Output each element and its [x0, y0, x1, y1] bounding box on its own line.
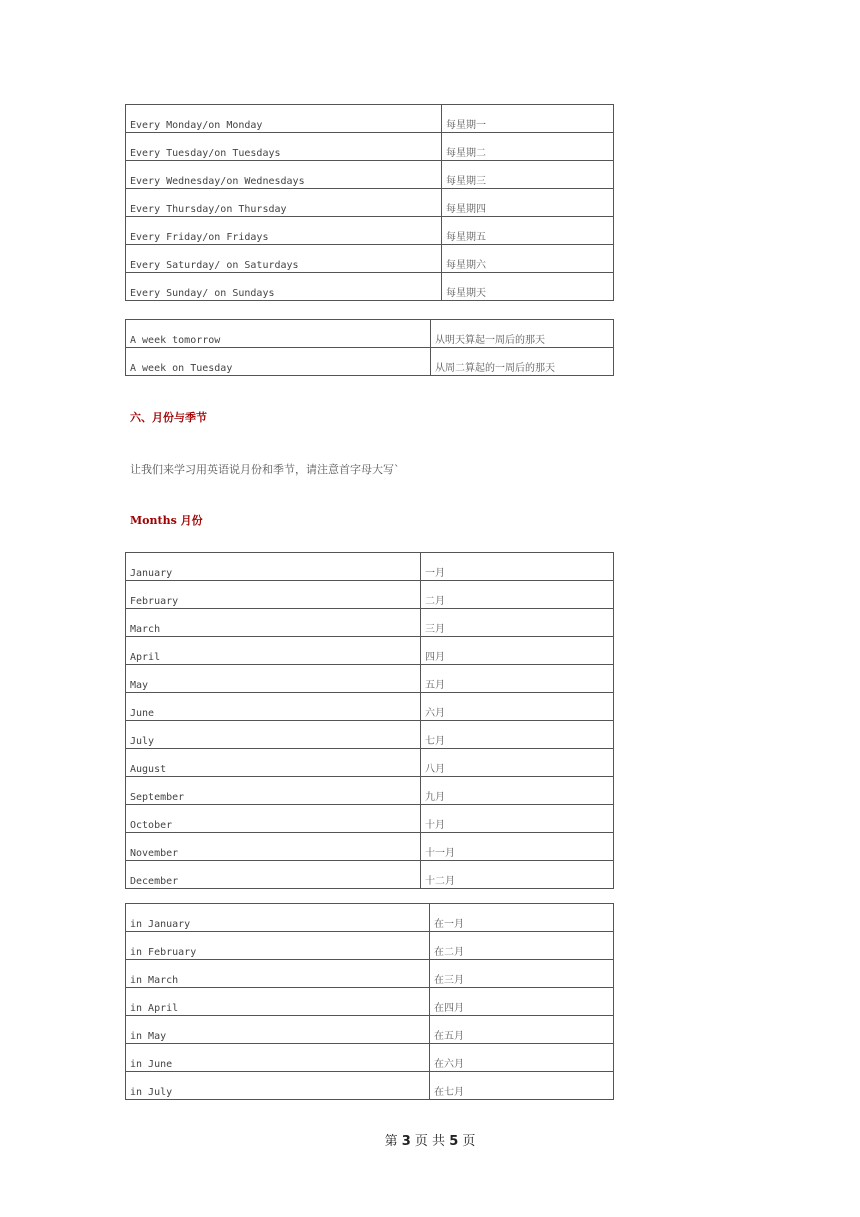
chinese-meaning-cell: 七月 — [421, 721, 614, 749]
chinese-meaning-cell: 每星期二 — [442, 133, 614, 161]
english-term-cell: Every Friday/on Fridays — [126, 217, 442, 245]
month-row — [126, 665, 614, 693]
chinese-meaning-cell: 九月 — [421, 777, 614, 805]
chinese-meaning-cell: 一月 — [421, 553, 614, 581]
english-term-cell: October — [126, 805, 421, 833]
chinese-meaning-cell: 每星期三 — [442, 161, 614, 189]
months-heading: Months 月份 — [130, 514, 203, 527]
in-month-row — [126, 988, 614, 1016]
total-pages-number: 5 — [449, 1134, 459, 1149]
month-row — [126, 861, 614, 889]
footer-prefix: 第 — [384, 1134, 398, 1149]
chinese-meaning-cell: 在六月 — [430, 1044, 614, 1072]
english-term-cell: Every Tuesday/on Tuesdays — [126, 133, 442, 161]
month-row — [126, 693, 614, 721]
month-row — [126, 609, 614, 637]
intro-paragraph: 让我们来学习用英语说月份和季节，请注意首字母大写` — [130, 463, 400, 476]
english-term-cell: January — [126, 553, 421, 581]
chinese-meaning-cell: 在五月 — [430, 1016, 614, 1044]
english-term-cell: November — [126, 833, 421, 861]
in-month-row — [126, 960, 614, 988]
week-table — [125, 319, 614, 376]
weekday-row — [126, 189, 614, 217]
current-page-number: 3 — [401, 1134, 411, 1149]
english-term-cell: June — [126, 693, 421, 721]
english-term-cell: in January — [126, 904, 430, 932]
footer-suffix: 页 — [462, 1134, 476, 1149]
months-table — [125, 552, 614, 889]
page-footer — [0, 1130, 860, 1149]
month-row — [126, 833, 614, 861]
english-term-cell: September — [126, 777, 421, 805]
english-term-cell: Every Saturday/ on Saturdays — [126, 245, 442, 273]
english-term-cell: August — [126, 749, 421, 777]
english-term-cell: April — [126, 637, 421, 665]
month-row — [126, 553, 614, 581]
chinese-meaning-cell: 每星期六 — [442, 245, 614, 273]
month-row — [126, 581, 614, 609]
chinese-meaning-cell: 三月 — [421, 609, 614, 637]
weekday-row — [126, 133, 614, 161]
english-term-cell: Every Monday/on Monday — [126, 105, 442, 133]
english-term-cell: December — [126, 861, 421, 889]
chinese-meaning-cell: 在一月 — [430, 904, 614, 932]
english-term-cell: March — [126, 609, 421, 637]
english-term-cell: in May — [126, 1016, 430, 1044]
english-term-cell: A week tomorrow — [126, 320, 431, 348]
chinese-meaning-cell: 五月 — [421, 665, 614, 693]
month-row — [126, 749, 614, 777]
weekday-table — [125, 104, 614, 301]
chinese-meaning-cell: 在二月 — [430, 932, 614, 960]
footer-middle: 页 共 — [414, 1134, 446, 1149]
chinese-meaning-cell: 每星期一 — [442, 105, 614, 133]
chinese-meaning-cell: 在三月 — [430, 960, 614, 988]
weekday-row — [126, 105, 614, 133]
chinese-meaning-cell: 十一月 — [421, 833, 614, 861]
in-months-table — [125, 903, 614, 1100]
chinese-meaning-cell: 在七月 — [430, 1072, 614, 1100]
english-term-cell: in March — [126, 960, 430, 988]
month-row — [126, 721, 614, 749]
in-month-row — [126, 1072, 614, 1100]
week-row — [126, 348, 614, 376]
english-term-cell: May — [126, 665, 421, 693]
english-term-cell: Every Wednesday/on Wednesdays — [126, 161, 442, 189]
in-month-row — [126, 932, 614, 960]
chinese-meaning-cell: 二月 — [421, 581, 614, 609]
english-term-cell: February — [126, 581, 421, 609]
chinese-meaning-cell: 每星期四 — [442, 189, 614, 217]
english-term-cell: July — [126, 721, 421, 749]
month-row — [126, 805, 614, 833]
english-term-cell: Every Thursday/on Thursday — [126, 189, 442, 217]
chinese-meaning-cell: 十二月 — [421, 861, 614, 889]
english-term-cell: in June — [126, 1044, 430, 1072]
chinese-meaning-cell: 每星期天 — [442, 273, 614, 301]
english-term-cell: in February — [126, 932, 430, 960]
chinese-meaning-cell: 每星期五 — [442, 217, 614, 245]
weekday-row — [126, 161, 614, 189]
chinese-meaning-cell: 六月 — [421, 693, 614, 721]
weekday-row — [126, 217, 614, 245]
section-heading: 六、月份与季节 — [130, 411, 207, 424]
chinese-meaning-cell: 从周二算起的一周后的那天 — [431, 348, 614, 376]
month-row — [126, 637, 614, 665]
week-row — [126, 320, 614, 348]
chinese-meaning-cell: 八月 — [421, 749, 614, 777]
english-term-cell: A week on Tuesday — [126, 348, 431, 376]
month-row — [126, 777, 614, 805]
chinese-meaning-cell: 十月 — [421, 805, 614, 833]
in-month-row — [126, 904, 614, 932]
chinese-meaning-cell: 从明天算起一周后的那天 — [431, 320, 614, 348]
english-term-cell: in April — [126, 988, 430, 1016]
english-term-cell: in July — [126, 1072, 430, 1100]
chinese-meaning-cell: 四月 — [421, 637, 614, 665]
chinese-meaning-cell: 在四月 — [430, 988, 614, 1016]
weekday-row — [126, 273, 614, 301]
in-month-row — [126, 1044, 614, 1072]
in-month-row — [126, 1016, 614, 1044]
weekday-row — [126, 245, 614, 273]
english-term-cell: Every Sunday/ on Sundays — [126, 273, 442, 301]
